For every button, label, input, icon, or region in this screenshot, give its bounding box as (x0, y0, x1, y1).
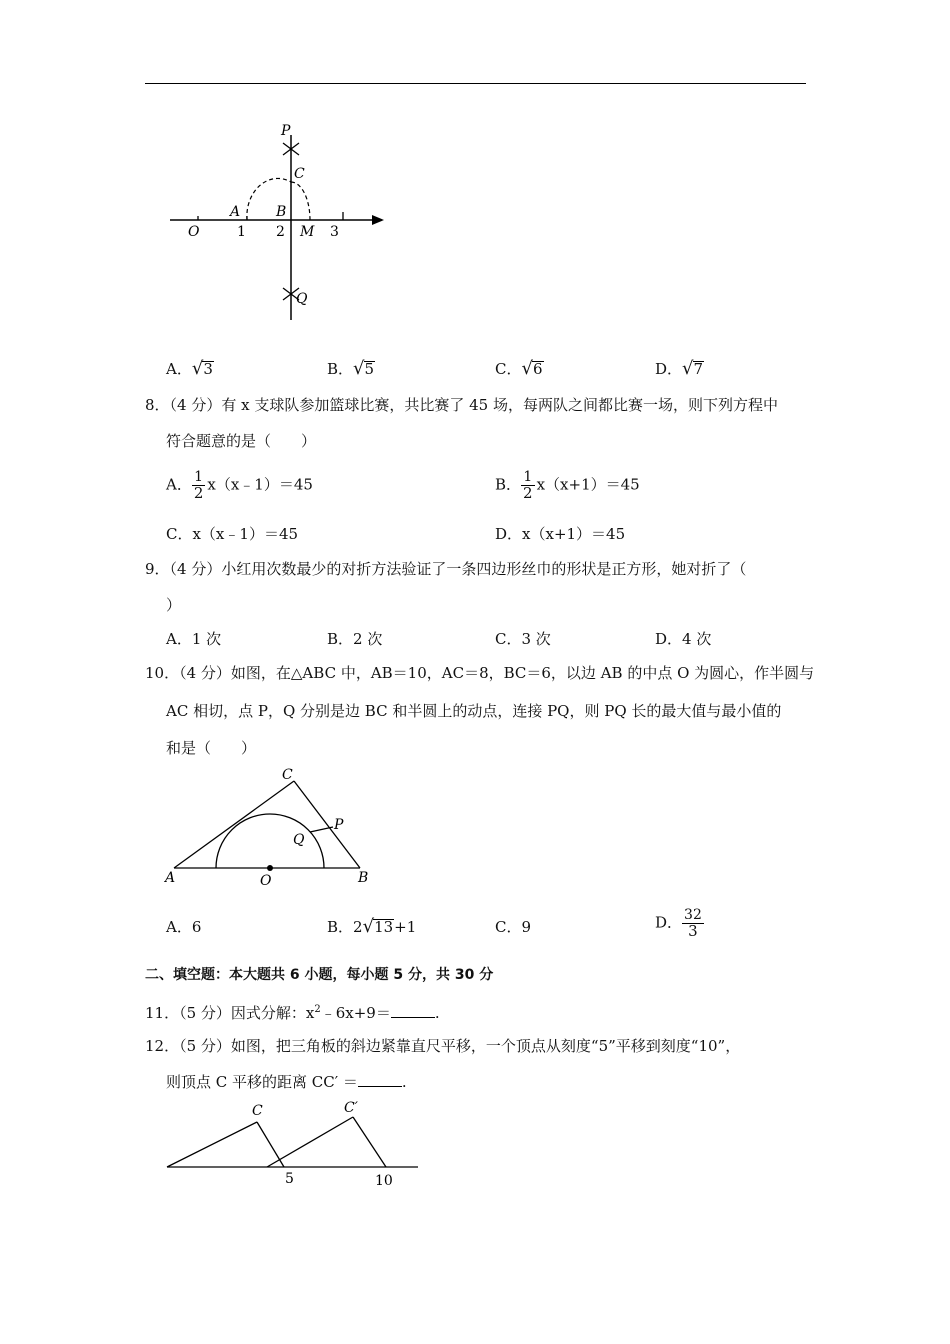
q8-stem-line2: 符合题意的是（ ） (166, 432, 317, 450)
fig7-label: A (230, 204, 241, 220)
figure-q7-number-line (160, 120, 400, 330)
q9-stem-line1: 9．（4 分）小红用次数最少的对折方法验证了一条四边形丝巾的形状是正方形，她对折了（ (145, 560, 747, 578)
q11-stem: 11．（5 分）因式分解：$x^2﹣6x+9=$ . (145, 1004, 440, 1022)
fig10-label: A (165, 870, 176, 886)
q8-option-c: C．x（x﹣1）＝45 (166, 525, 299, 543)
q7-option-a: A．√3 (166, 358, 213, 379)
q10-option-a: A．6 (166, 918, 202, 936)
fig7-label: 3 (330, 224, 339, 240)
q7-option-b: B．√5 (327, 358, 375, 379)
fig10-label: B (358, 870, 369, 886)
q12-answer-blank[interactable] (358, 1073, 402, 1087)
fig12-label: 10 (375, 1173, 393, 1189)
q7-option-d: D．√7 (655, 358, 704, 379)
fig7-label: C (294, 166, 305, 182)
fig7-label: 2 (276, 224, 285, 240)
figure-q10-triangle (160, 765, 380, 890)
q7-option-c: C．√6 (495, 358, 543, 379)
section-title-fill-in: 二、填空题：本大题共 6 小题，每小题 5 分，共 30 分 (145, 967, 494, 983)
q8-stem-line1: 8．（4 分）有 x 支球队参加篮球比赛，共比赛了 45 场，每两队之间都比赛一场，则下列方程中 (145, 396, 778, 414)
fig12-label: C′ (344, 1100, 358, 1116)
fig7-label: 1 (237, 224, 246, 240)
q10-option-b: B．2√13+1 (327, 916, 417, 937)
fig12-label: 5 (285, 1171, 294, 1187)
fig10-label: C (282, 767, 293, 783)
q9-option-b: B．2 次 (327, 630, 383, 648)
q10-stem-line1: 10．（4 分）如图，在△ABC 中，AB＝10，AC＝8，BC＝6，以边 AB 的中点 O 为圆心，作半圆与 (145, 664, 815, 682)
q9-option-d: D．4 次 (655, 630, 712, 648)
q9-stem-line2: ） (166, 596, 182, 614)
fig10-label: O (260, 873, 272, 889)
q10-stem-line2: AC 相切，点 P，Q 分别是边 BC 和半圆上的动点，连接 PQ，则 PQ 长的最大值与最小值的 (166, 702, 782, 720)
q8-option-a: A． $\frac{1}{2}$ x（x﹣1）＝45 (166, 469, 313, 502)
fig7-label: B (276, 204, 287, 220)
figure-q12-triangles-ruler (160, 1095, 425, 1190)
fig7-label: P (281, 123, 291, 139)
q10-option-d: D． $\frac{32}{3}$ (655, 907, 702, 940)
header-rule (145, 83, 806, 84)
fig7-label: M (300, 224, 315, 240)
fig10-label: Q (293, 832, 305, 848)
q8-option-d: D．x（x+1）＝45 (495, 525, 626, 543)
q12-stem-line2: 则顶点 C 平移的距离 CC′ ＝ . (166, 1073, 407, 1091)
q8-option-b: B． $\frac{1}{2}$ x（x+1）＝45 (495, 469, 640, 502)
q11-answer-blank[interactable] (391, 1004, 435, 1018)
fig12-label: C (252, 1103, 263, 1119)
q10-option-c: C．9 (495, 918, 532, 936)
fig7-label: O (188, 224, 200, 240)
q10-stem-line3: 和是（ ） (166, 739, 257, 757)
fig7-label: Q (296, 291, 308, 307)
q9-option-a: A．1 次 (166, 630, 222, 648)
fig10-label: P (334, 817, 344, 833)
q12-stem-line1: 12．（5 分）如图，把三角板的斜边紧靠直尺平移，一个顶点从刻度“5”平移到刻度“10”， (145, 1037, 741, 1055)
q9-option-c: C．3 次 (495, 630, 551, 648)
